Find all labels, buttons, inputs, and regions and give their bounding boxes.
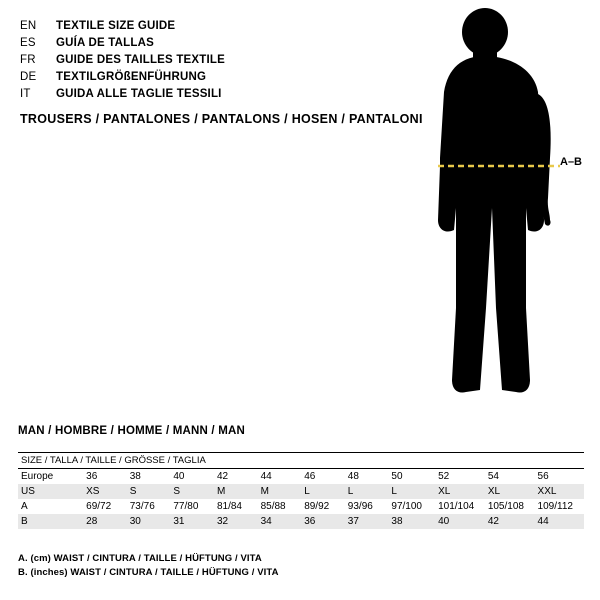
language-text: GUÍA DE TALLAS [56, 37, 154, 49]
cell: L [345, 484, 389, 499]
language-code: ES [20, 37, 36, 49]
footnote-b: B. (inches) WAIST / CINTURA / TAILLE / HÜFTUNG / VITA [18, 567, 279, 578]
cell: 69/72 [86, 501, 112, 512]
row-label: Europe [21, 471, 54, 482]
cell: 85/88 [260, 501, 286, 512]
cell: 101/104 [438, 501, 475, 512]
table-header-row [18, 453, 584, 469]
language-list [20, 18, 370, 103]
cell: 73/76 [129, 501, 155, 512]
cell: 56 [537, 471, 549, 482]
table-row [18, 469, 584, 485]
cell: 36 [86, 471, 98, 482]
cell: XL [485, 484, 535, 499]
cell: 109/112 [537, 501, 573, 512]
measure-label-ab: A–B [560, 156, 583, 168]
cell: XS [83, 484, 127, 499]
language-row [20, 35, 370, 52]
row-label: US [18, 484, 83, 499]
language-row [20, 52, 370, 69]
silhouette-svg [400, 8, 600, 408]
language-code: DE [20, 71, 37, 83]
cell: M [214, 484, 258, 499]
table-header-label: SIZE / TALLA / TAILLE / GRÖSSE / TAGLIA [18, 453, 584, 469]
cell: 46 [304, 471, 316, 482]
cell: XXL [535, 484, 584, 499]
cell: 105/108 [487, 501, 524, 512]
cell: 31 [170, 514, 214, 529]
cell: 34 [258, 514, 302, 529]
language-text: TEXTILGRÖßENFÜHRUNG [56, 71, 207, 83]
table-group-title: MAN / HOMBRE / HOMME / MANN / MAN [18, 425, 246, 437]
language-code: EN [20, 20, 37, 32]
cell: S [170, 484, 214, 499]
cell: 42 [216, 471, 229, 482]
cell: 30 [127, 514, 171, 529]
cell: 89/92 [304, 501, 330, 512]
cell: 54 [487, 471, 499, 482]
cell: 44 [260, 471, 272, 482]
language-code: IT [20, 88, 31, 100]
cell: S [127, 484, 171, 499]
row-label: A [21, 501, 28, 512]
language-row [20, 18, 370, 35]
cell: 44 [535, 514, 584, 529]
cell: L [301, 484, 345, 499]
size-table [18, 452, 584, 529]
section-title: TROUSERS / PANTALONES / PANTALONS / HOSEN / PANTALONI [20, 112, 423, 126]
table-row [18, 484, 584, 499]
cell: 32 [214, 514, 258, 529]
language-code: FR [20, 54, 36, 66]
cell: XL [435, 484, 485, 499]
language-text: GUIDE DES TAILLES TEXTILE [56, 54, 225, 66]
cell: 37 [345, 514, 389, 529]
footnote-a: A. (cm) WAIST / CINTURA / TAILLE / HÜFTUNG / VITA [18, 553, 262, 564]
footnotes [18, 552, 279, 580]
language-row [20, 69, 370, 86]
cell: L [388, 484, 435, 499]
cell: 48 [347, 471, 359, 482]
row-label: B [18, 514, 83, 529]
body-silhouette-figure [400, 8, 600, 408]
language-text: GUIDA ALLE TAGLIE TESSILI [56, 88, 222, 100]
cell: 77/80 [173, 501, 199, 512]
cell: 38 [129, 471, 141, 482]
table-row [18, 499, 584, 514]
cell: 40 [173, 471, 185, 482]
cell: 50 [391, 471, 403, 482]
cell: M [258, 484, 302, 499]
cell: 81/84 [216, 501, 242, 512]
cell: 52 [438, 471, 450, 482]
language-text: TEXTILE SIZE GUIDE [56, 20, 176, 32]
cell: 42 [485, 514, 535, 529]
cell: 38 [388, 514, 435, 529]
language-row [20, 86, 370, 103]
cell: 93/96 [347, 501, 373, 512]
cell: 28 [83, 514, 127, 529]
cell: 36 [301, 514, 345, 529]
cell: 97/100 [391, 501, 422, 512]
table-row [18, 514, 584, 529]
cell: 40 [435, 514, 485, 529]
